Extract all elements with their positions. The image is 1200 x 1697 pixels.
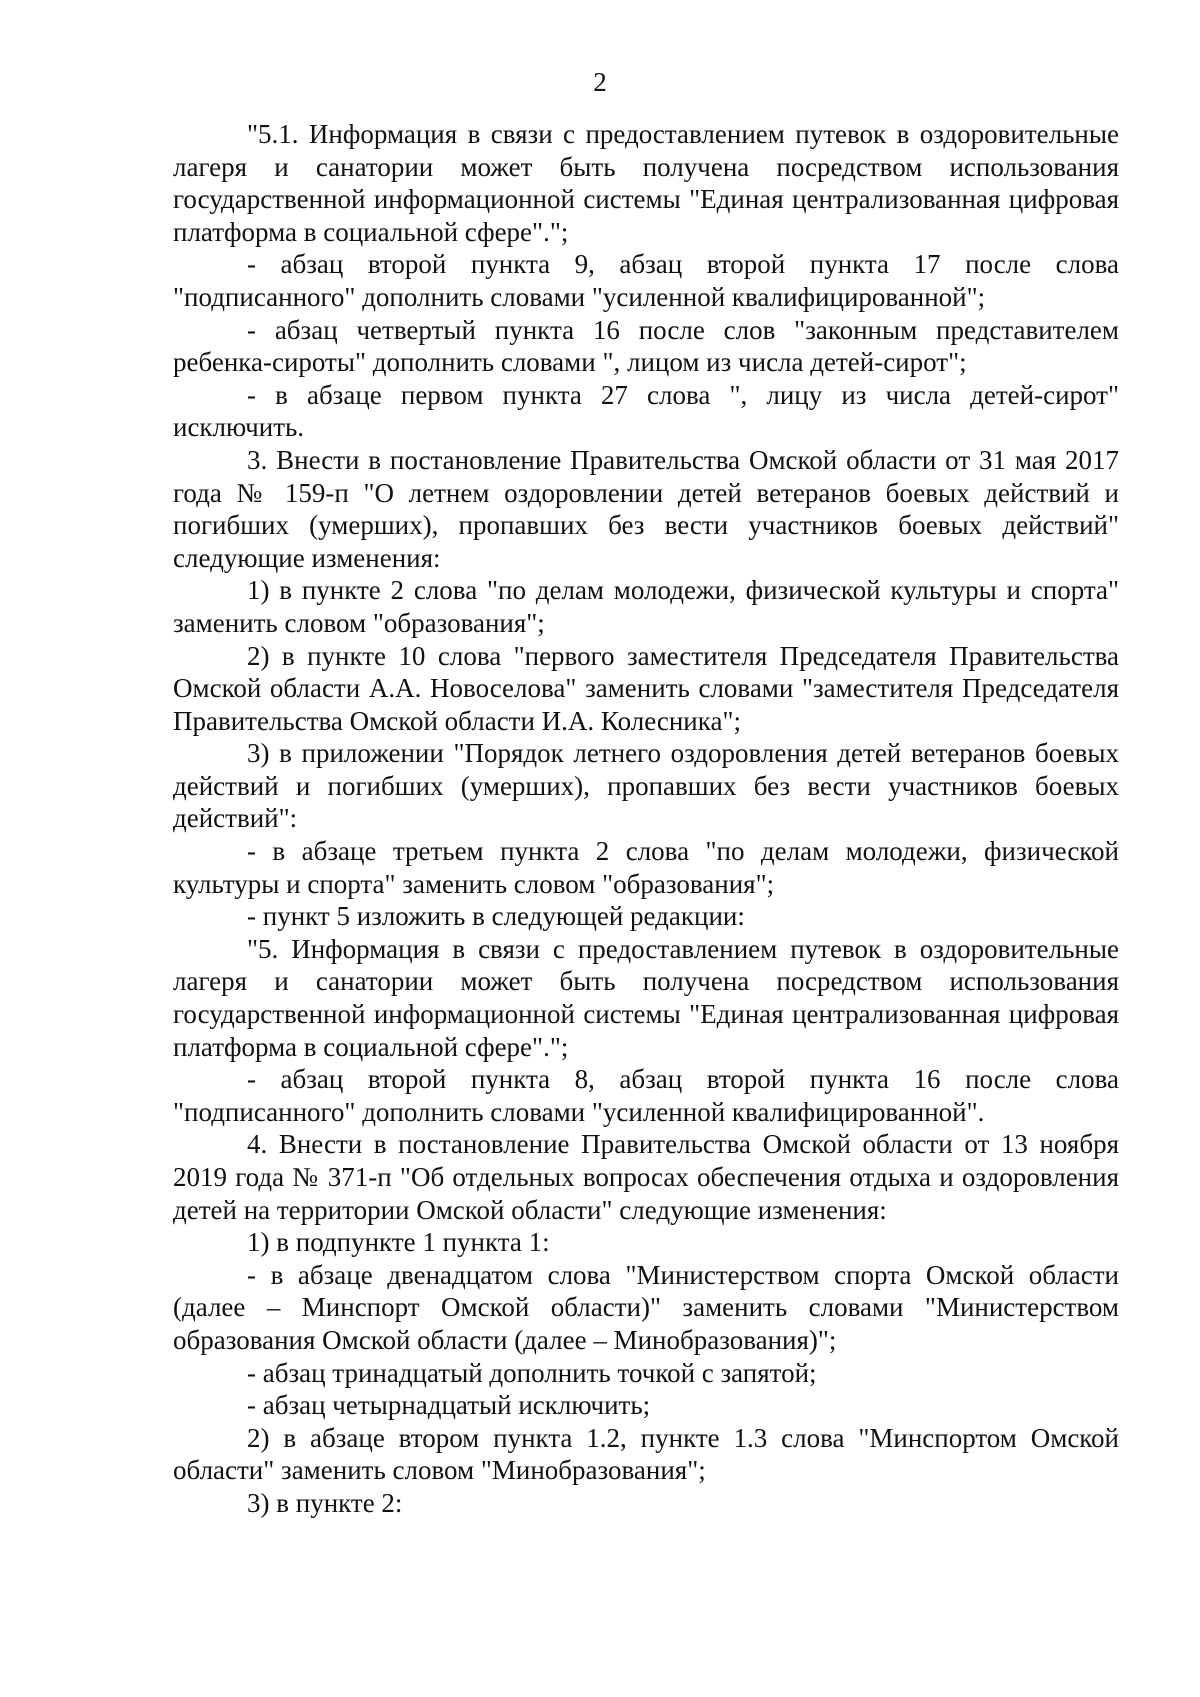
paragraph: - в абзаце двенадцатом слова "Министерством спорта Омской области (далее – Минспорт Омской области)" заменить словами "Министерством образования Омской области (далее – Минобразования)"; bbox=[173, 1259, 1119, 1355]
paragraph: 1) в подпункте 1 пункта 1: bbox=[247, 1227, 550, 1258]
paragraph: 1) в пункте 2 слова "по делам молодежи, физической культуры и спорта" заменить словом "образования"; bbox=[173, 575, 1119, 638]
paragraph: "5.1. Информация в связи с предоставлением путевок в оздоровительные лагеря и санатории может быть получена посредством использования государственной информационной системы "Единая централизованная цифровая платформа в социальной сфере"."; bbox=[173, 119, 1119, 247]
page-number: 2 bbox=[593, 67, 607, 97]
paragraph: - абзац четвертый пункта 16 после слов "законным представителем ребенка-сироты" дополнить словами ", лицом из числа детей-сирот"; bbox=[173, 314, 1119, 378]
paragraph: 2) в абзаце втором пункта 1.2, пункте 1.3 слова "Минспортом Омской области" заменить словом "Минобразования"; bbox=[173, 1422, 1119, 1486]
paragraph: - абзац второй пункта 8, абзац второй пункта 16 после слова "подписанного" дополнить словами "усиленной квалифицированной". bbox=[173, 1064, 1119, 1127]
paragraph: - абзац тринадцатый дополнить точкой с запятой; bbox=[247, 1357, 817, 1388]
paragraph: - в абзаце первом пункта 27 слова ", лицу из числа детей-сирот" исключить. bbox=[173, 379, 1119, 443]
document-body bbox=[173, 118, 1119, 1520]
paragraph: 3) в пункте 2: bbox=[247, 1487, 403, 1518]
paragraph: "5. Информация в связи с предоставлением путевок в оздоровительные лагеря и санатории может быть получена посредством использования государственной информационной системы "Единая централизованная цифровая платформа в социальной сфере"."; bbox=[173, 933, 1119, 1062]
paragraph: 4. Внести в постановление Правительства Омской области от 13 ноября 2019 года № 371-п "Об отдельных вопросах обеспечения отдыха и оздоровления детей на территории Омской области" следующие изменения: bbox=[173, 1129, 1119, 1225]
paragraph: - абзац второй пункта 9, абзац второй пункта 17 после слова "подписанного" дополнить словами "усиленной квалифицированной"; bbox=[173, 249, 1119, 312]
paragraph: 3. Внести в постановление Правительства Омской области от 31 мая 2017 года № 159-п "О летнем оздоровлении детей ветеранов боевых действий и погибших (умерших), пропавших без вести участников боевых действий" следующие изменения: bbox=[173, 444, 1119, 573]
paragraph: 3) в приложении "Порядок летнего оздоровления детей ветеранов боевых действий и погибших (умерших), пропавших без вести участников боевых действий": bbox=[173, 738, 1119, 834]
paragraph: - абзац четырнадцатый исключить; bbox=[247, 1390, 651, 1421]
paragraph: - пункт 5 изложить в следующей редакции: bbox=[247, 901, 745, 932]
paragraph: 2) в пункте 10 слова "первого заместителя Председателя Правительства Омской области А.А. Новоселова" заменить словами "заместителя Председателя Правительства Омской области И.А. Колесника"; bbox=[173, 640, 1119, 736]
paragraph: - в абзаце третьем пункта 2 слова "по делам молодежи, физической культуры и спорта" заменить словом "образования"; bbox=[173, 836, 1119, 899]
